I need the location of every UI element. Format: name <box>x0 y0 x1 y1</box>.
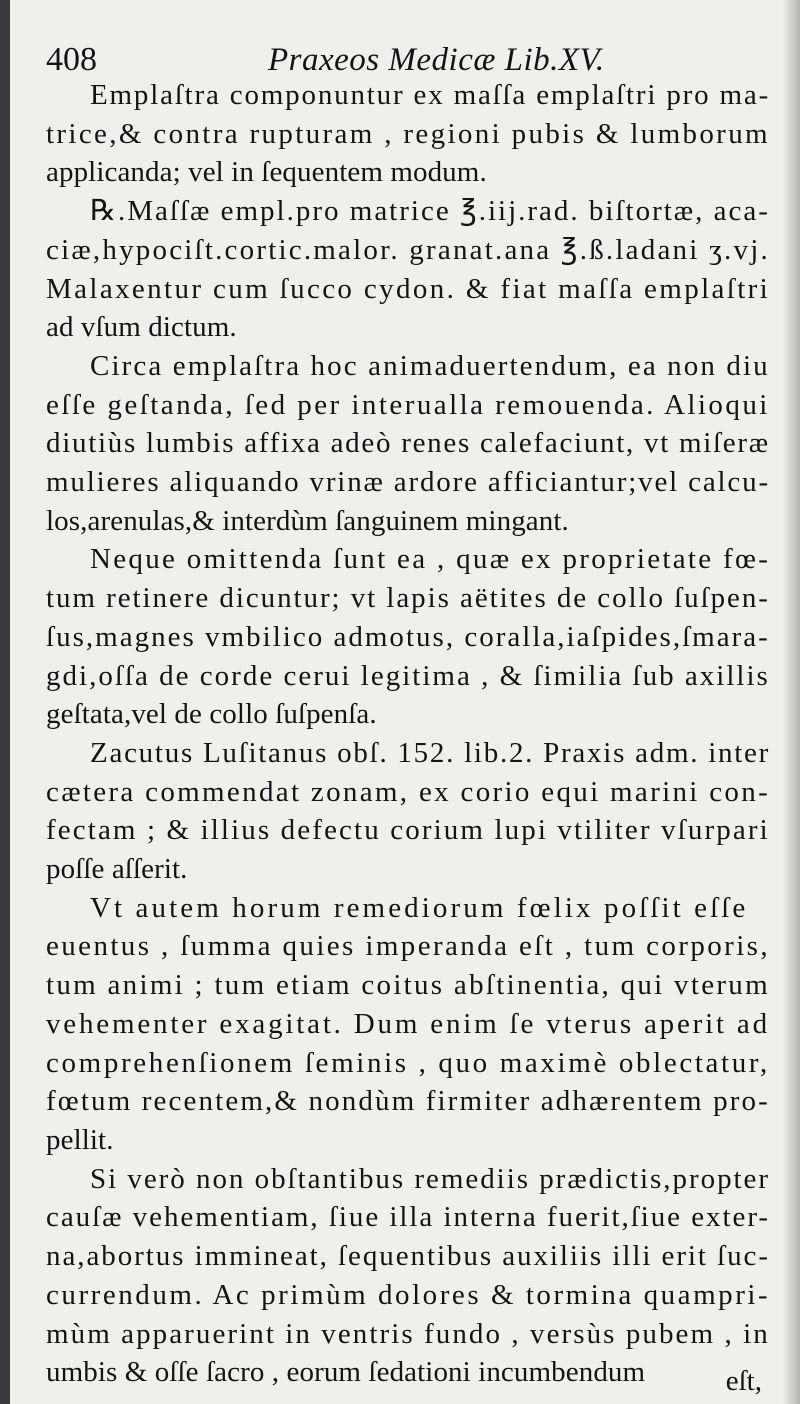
text-line: mulieres aliquando vrinæ ardore afficiantur;vel calcu- <box>46 466 770 499</box>
text-line: geſtata,vel de collo ſuſpenſa. <box>46 698 377 731</box>
paragraph <box>46 347 770 541</box>
text-line: umbis & oſſe ſacro , eorum ſedationi incumbendum <box>46 1356 646 1389</box>
running-title: Praxeos Medicæ Lib.XV. <box>268 42 605 78</box>
text-line: tum retinere dicuntur; vt lapis aëtites de collo ſuſpen- <box>46 582 770 615</box>
text-line: na,abortus immineat, ſequentibus auxiliis illi erit ſuc- <box>46 1240 770 1273</box>
text-line: ſus,magnes vmbilico admotus, coralla,iaſpides,ſmara- <box>46 620 770 653</box>
text-line: mùm apparuerint in ventris fundo , versùs pubem , in <box>46 1317 770 1350</box>
text-line: euentus , ſumma quies imperanda eſt , tum corporis, <box>46 930 771 963</box>
text-line: vehementer exagitat. Dum enim ſe vterus aperit ad <box>46 1007 770 1040</box>
text-line: tum animi ; tum etiam coitus abſtinentia, qui vterum <box>46 969 770 1002</box>
text-line: fectam ; & illius defectu corium lupi vtiliter vſurpari <box>46 814 770 847</box>
text-line: Circa emplaſtra hoc animaduertendum, ea non diu <box>90 349 770 382</box>
text-line: Malaxentur cum ſucco cydon. & fiat maſſa emplaſtri <box>46 272 771 305</box>
text-line: los,arenulas,& interdùm ſanguinem mingant. <box>46 504 569 537</box>
text-line: pellit. <box>46 1123 114 1156</box>
text-line: gdi,oſſa de corde cerui legitima , & ſimilia ſub axillis <box>46 659 770 692</box>
text-line: ad vſum dictum. <box>46 311 237 344</box>
paragraph <box>46 540 770 734</box>
text-line: comprehenſionem ſeminis , quo maximè oblectatur, <box>46 1046 770 1079</box>
text-line: Neque omittenda ſunt ea , quæ ex proprietate fœ- <box>90 543 771 576</box>
paragraph <box>46 734 770 889</box>
text-line: currendum. Ac primùm dolores & tormina quampri- <box>46 1278 771 1311</box>
text-line: poſſe aſſerit. <box>46 853 188 886</box>
text-line: Zacutus Luſitanus obſ. 152. lib.2. Praxis adm. inter <box>90 736 771 769</box>
paragraph <box>46 1160 770 1392</box>
text-line: fœtum recentem,& nondùm firmiter adhærentem pro- <box>46 1085 770 1118</box>
text-line: applicanda; vel in ſequentem modum. <box>46 156 487 189</box>
text-line: diutiùs lumbis affixa adeò renes calefaciunt, vt miſeræ <box>46 427 770 460</box>
paragraph <box>46 192 770 347</box>
text-line: cætera commendat zonam, ex corio equi marini con- <box>46 775 771 808</box>
paragraph <box>46 76 770 192</box>
text-line: ℞.Maſſæ empl.pro matrice ℥.iij.rad. biſtortæ, aca- <box>90 195 770 228</box>
text-line: cauſæ vehementiam, ſiue illa interna fuerit,ſiue exter- <box>46 1201 771 1234</box>
text-line: eſſe geſtanda, ſed per interualla remouenda. Alioqui <box>46 388 770 421</box>
text-line: ciæ,hypociſt.cortic.malor. granat.ana ℥.ß.ladani ʒ.vj. <box>46 233 770 266</box>
book-page <box>10 0 800 1404</box>
text-line: Vt autem horum remediorum fœlix poſſit eſſe <box>90 891 749 924</box>
catchword: eſt, <box>725 1365 762 1397</box>
text-line: Emplaſtra componuntur ex maſſa emplaſtri pro ma- <box>90 79 771 111</box>
page-body <box>46 76 770 1392</box>
paragraph <box>46 889 770 1160</box>
text-line: Si verò non obſtantibus remediis prædictis,propter <box>90 1162 771 1195</box>
page-number: 408 <box>46 41 97 78</box>
text-line: trice,& contra rupturam , regioni pubis & lumborum <box>46 117 770 150</box>
